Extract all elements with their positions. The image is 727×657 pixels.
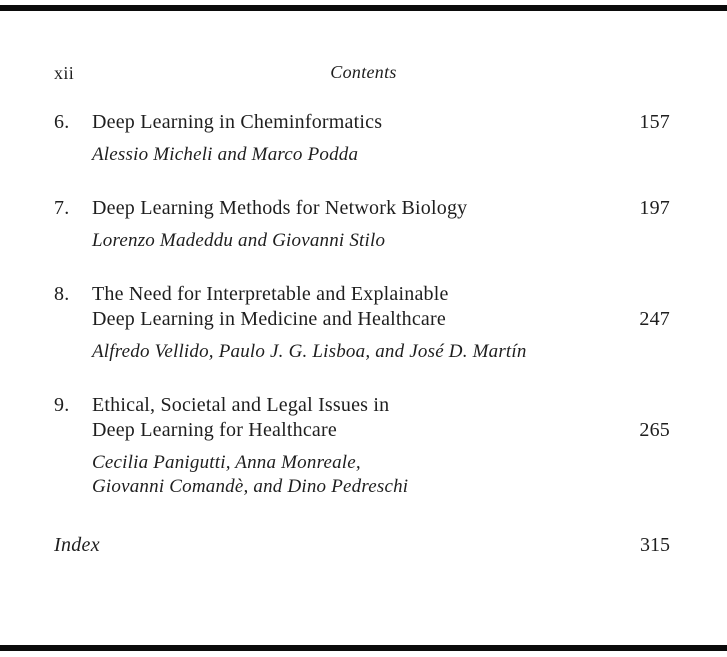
chapter-authors: Alfredo Vellido, Paulo J. G. Lisboa, and José D. Martín — [92, 341, 527, 362]
chapter-number: 8. — [54, 283, 70, 305]
chapter-number: 6. — [54, 111, 70, 133]
chapter-page-number: 157 — [639, 111, 670, 133]
toc-entry-title-row — [54, 307, 670, 332]
chapter-title: Deep Learning Methods for Network Biology — [92, 197, 468, 219]
chapter-title: Ethical, Societal and Legal Issues in — [92, 394, 390, 416]
chapter-authors: Lorenzo Madeddu and Giovanni Stilo — [92, 230, 386, 251]
chapter-page-number: 247 — [639, 308, 670, 330]
toc-index-row — [54, 533, 670, 558]
running-head: Contents — [330, 62, 397, 82]
toc-entry-7 — [54, 196, 670, 253]
toc-entry-title-row — [54, 110, 670, 135]
chapter-number: 9. — [54, 394, 70, 416]
chapter-authors: Giovanni Comandè, and Dino Pedreschi — [92, 476, 409, 497]
toc-entry-6 — [54, 110, 670, 167]
chapter-title: Deep Learning for Healthcare — [92, 419, 337, 441]
toc-entry-authors-row — [54, 229, 670, 253]
toc-entry-title-row — [54, 196, 670, 221]
toc-entry-authors-row — [54, 475, 670, 499]
chapter-page-number: 265 — [639, 419, 670, 441]
chapter-authors: Cecilia Panigutti, Anna Monreale, — [92, 452, 361, 473]
toc-entry-authors-row — [54, 143, 670, 167]
toc-entry-8 — [54, 282, 670, 364]
toc-entry-title-row — [54, 393, 670, 418]
toc-entry-9 — [54, 393, 670, 499]
toc-entry-title-row — [54, 282, 670, 307]
toc-entry-title-row — [54, 418, 670, 443]
index-label: Index — [54, 534, 100, 556]
scan-edge-bar-top — [0, 5, 727, 11]
chapter-title: Deep Learning in Cheminformatics — [92, 111, 383, 133]
index-page-number: 315 — [640, 534, 670, 556]
chapter-title: The Need for Interpretable and Explainable — [92, 283, 449, 305]
chapter-page-number: 197 — [639, 197, 670, 219]
scan-edge-bar-bottom — [0, 645, 727, 651]
chapter-number: 7. — [54, 197, 70, 219]
chapter-title: Deep Learning in Medicine and Healthcare — [92, 308, 446, 330]
toc-entry-authors-row — [54, 340, 670, 364]
toc-entry-authors-row — [54, 451, 670, 475]
page-folio: xii — [54, 63, 75, 83]
chapter-authors: Alessio Micheli and Marco Podda — [92, 144, 359, 165]
